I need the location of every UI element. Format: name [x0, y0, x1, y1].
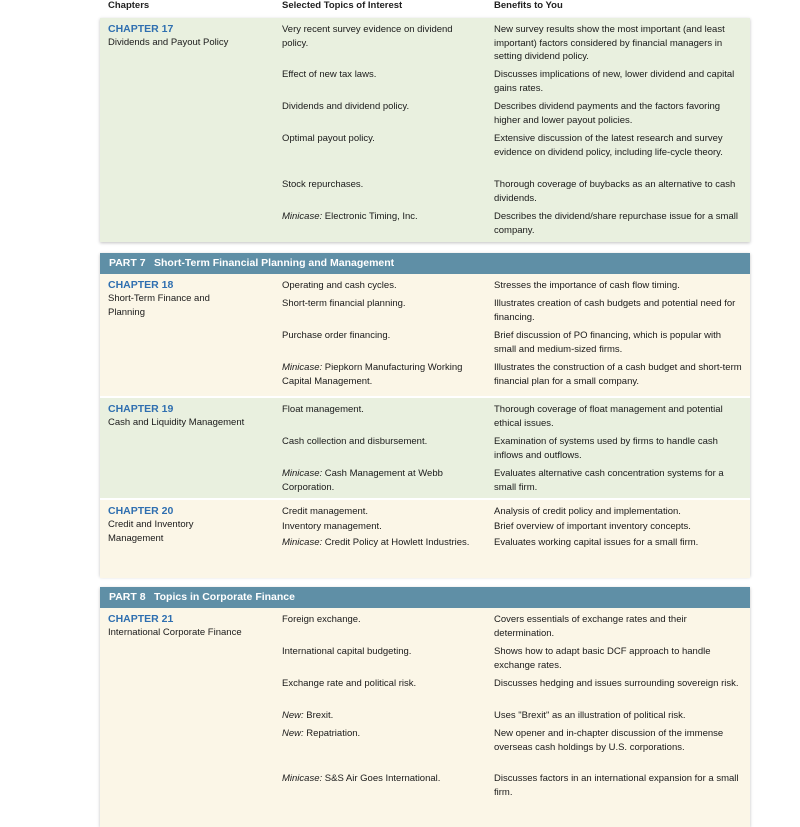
benefit-cell: Analysis of credit policy and implementation. [494, 506, 681, 517]
chapter-17-label [108, 23, 278, 50]
topic-cell: Minicase: S&S Air Goes International. [282, 773, 441, 784]
chapters-column-header: Chapters [108, 0, 150, 11]
chapter-20-section [100, 498, 750, 578]
benefit-cell: Illustrates creation of cash budgets and potential need for financing. [494, 298, 736, 323]
topic-cell: Minicase: Electronic Timing, Inc. [282, 211, 418, 222]
chapter-number: CHAPTER 20 [108, 505, 174, 517]
chapter-title: Short-Term Finance and Planning [108, 293, 210, 318]
part-number: PART 7 [109, 257, 146, 269]
topic-cell: Operating and cash cycles. [282, 280, 397, 291]
benefit-cell: Uses "Brexit" as an illustration of political risk. [494, 710, 686, 721]
column-headers [96, 0, 754, 14]
benefit-cell: Thorough coverage of float management and potential ethical issues. [494, 404, 723, 429]
part-title: Topics in Corporate Finance [154, 591, 295, 603]
topic-cell: Exchange rate and political risk. [282, 678, 417, 689]
benefit-cell: Stresses the importance of cash flow timing. [494, 280, 680, 291]
topic-cell: Minicase: Piepkorn Manufacturing Working Capital Management. [282, 362, 463, 387]
chapter-21-section [100, 608, 750, 827]
part-7-header [100, 253, 750, 274]
topic-cell: Minicase: Cash Management at Webb Corporation. [282, 468, 443, 493]
chapter-20-label [108, 505, 278, 545]
part-title: Short-Term Financial Planning and Management [154, 257, 395, 269]
benefits-column-header: Benefits to You [494, 0, 563, 11]
benefit-cell: Describes the dividend/share repurchase issue for a small company. [494, 211, 738, 236]
topic-cell: Float management. [282, 404, 364, 415]
benefit-cell: Illustrates the construction of a cash budget and short-term financial plan for a small company. [494, 362, 742, 387]
benefit-cell: Shows how to adapt basic DCF approach to handle exchange rates. [494, 646, 711, 671]
textbook-page [96, 0, 754, 800]
topic-cell: Foreign exchange. [282, 614, 361, 625]
topic-cell: Inventory management. [282, 521, 382, 532]
topic-cell: Dividends and dividend policy. [282, 101, 410, 112]
topic-cell: Cash collection and disbursement. [282, 436, 428, 447]
topic-cell: International capital budgeting. [282, 646, 412, 657]
chapter-17-block [100, 18, 750, 242]
benefit-cell: Evaluates working capital issues for a small firm. [494, 537, 699, 548]
chapter-title: Dividends and Payout Policy [108, 37, 229, 48]
benefit-cell: Describes dividend payments and the factors favoring higher and lower payout policies. [494, 101, 721, 126]
chapter-19-label [108, 403, 278, 430]
benefit-cell: Discusses implications of new, lower dividend and capital gains rates. [494, 69, 735, 94]
part-7-block [100, 253, 750, 576]
benefit-cell: Brief discussion of PO financing, which is popular with small and medium-sized firms. [494, 330, 722, 355]
topic-cell: New: Repatriation. [282, 728, 361, 739]
chapter-19-section [100, 396, 750, 500]
topic-cell: Very recent survey evidence on dividend policy. [282, 24, 453, 49]
benefit-cell: Covers essentials of exchange rates and their determination. [494, 614, 687, 639]
topic-cell: Purchase order financing. [282, 330, 391, 341]
chapter-number: CHAPTER 17 [108, 23, 174, 35]
chapter-title: International Corporate Finance [108, 627, 242, 638]
topic-cell: Minicase: Credit Policy at Howlett Industries. [282, 537, 470, 548]
chapter-18-label [108, 279, 278, 319]
chapter-title: Credit and Inventory Management [108, 519, 194, 544]
benefit-cell: Discusses hedging and issues surrounding sovereign risk. [494, 678, 739, 689]
chapter-17-section [100, 18, 750, 242]
part-8-header [100, 587, 750, 608]
part-8-block [100, 587, 750, 827]
topic-cell: Effect of new tax laws. [282, 69, 377, 80]
topic-cell: Stock repurchases. [282, 179, 364, 190]
chapter-18-section [100, 274, 750, 396]
topic-cell: Optimal payout policy. [282, 133, 375, 144]
benefit-cell: Extensive discussion of the latest research and survey evidence on dividend policy, including life-cycle theory. [494, 133, 723, 158]
benefit-cell: Thorough coverage of buybacks as an alternative to cash dividends. [494, 179, 736, 204]
chapter-title: Cash and Liquidity Management [108, 417, 245, 428]
topic-cell: Credit management. [282, 506, 369, 517]
chapter-21-label [108, 613, 278, 640]
part-number: PART 8 [109, 591, 146, 603]
chapter-number: CHAPTER 19 [108, 403, 174, 415]
benefit-cell: Discusses factors in an international expansion for a small firm. [494, 773, 739, 798]
chapter-number: CHAPTER 18 [108, 279, 174, 291]
benefit-cell: New opener and in-chapter discussion of the immense overseas cash holdings by U.S. corporations. [494, 728, 724, 753]
topic-cell: New: Brexit. [282, 710, 334, 721]
benefit-cell: New survey results show the most important (and least important) factors considered by financial managers in setting dividend policy. [494, 24, 725, 62]
benefit-cell: Evaluates alternative cash concentration systems for a small firm. [494, 468, 724, 493]
topics-column-header: Selected Topics of Interest [282, 0, 403, 11]
benefit-cell: Brief overview of important inventory concepts. [494, 521, 691, 532]
benefit-cell: Examination of systems used by firms to handle cash inflows and outflows. [494, 436, 718, 461]
chapter-number: CHAPTER 21 [108, 613, 174, 625]
topic-cell: Short-term financial planning. [282, 298, 406, 309]
